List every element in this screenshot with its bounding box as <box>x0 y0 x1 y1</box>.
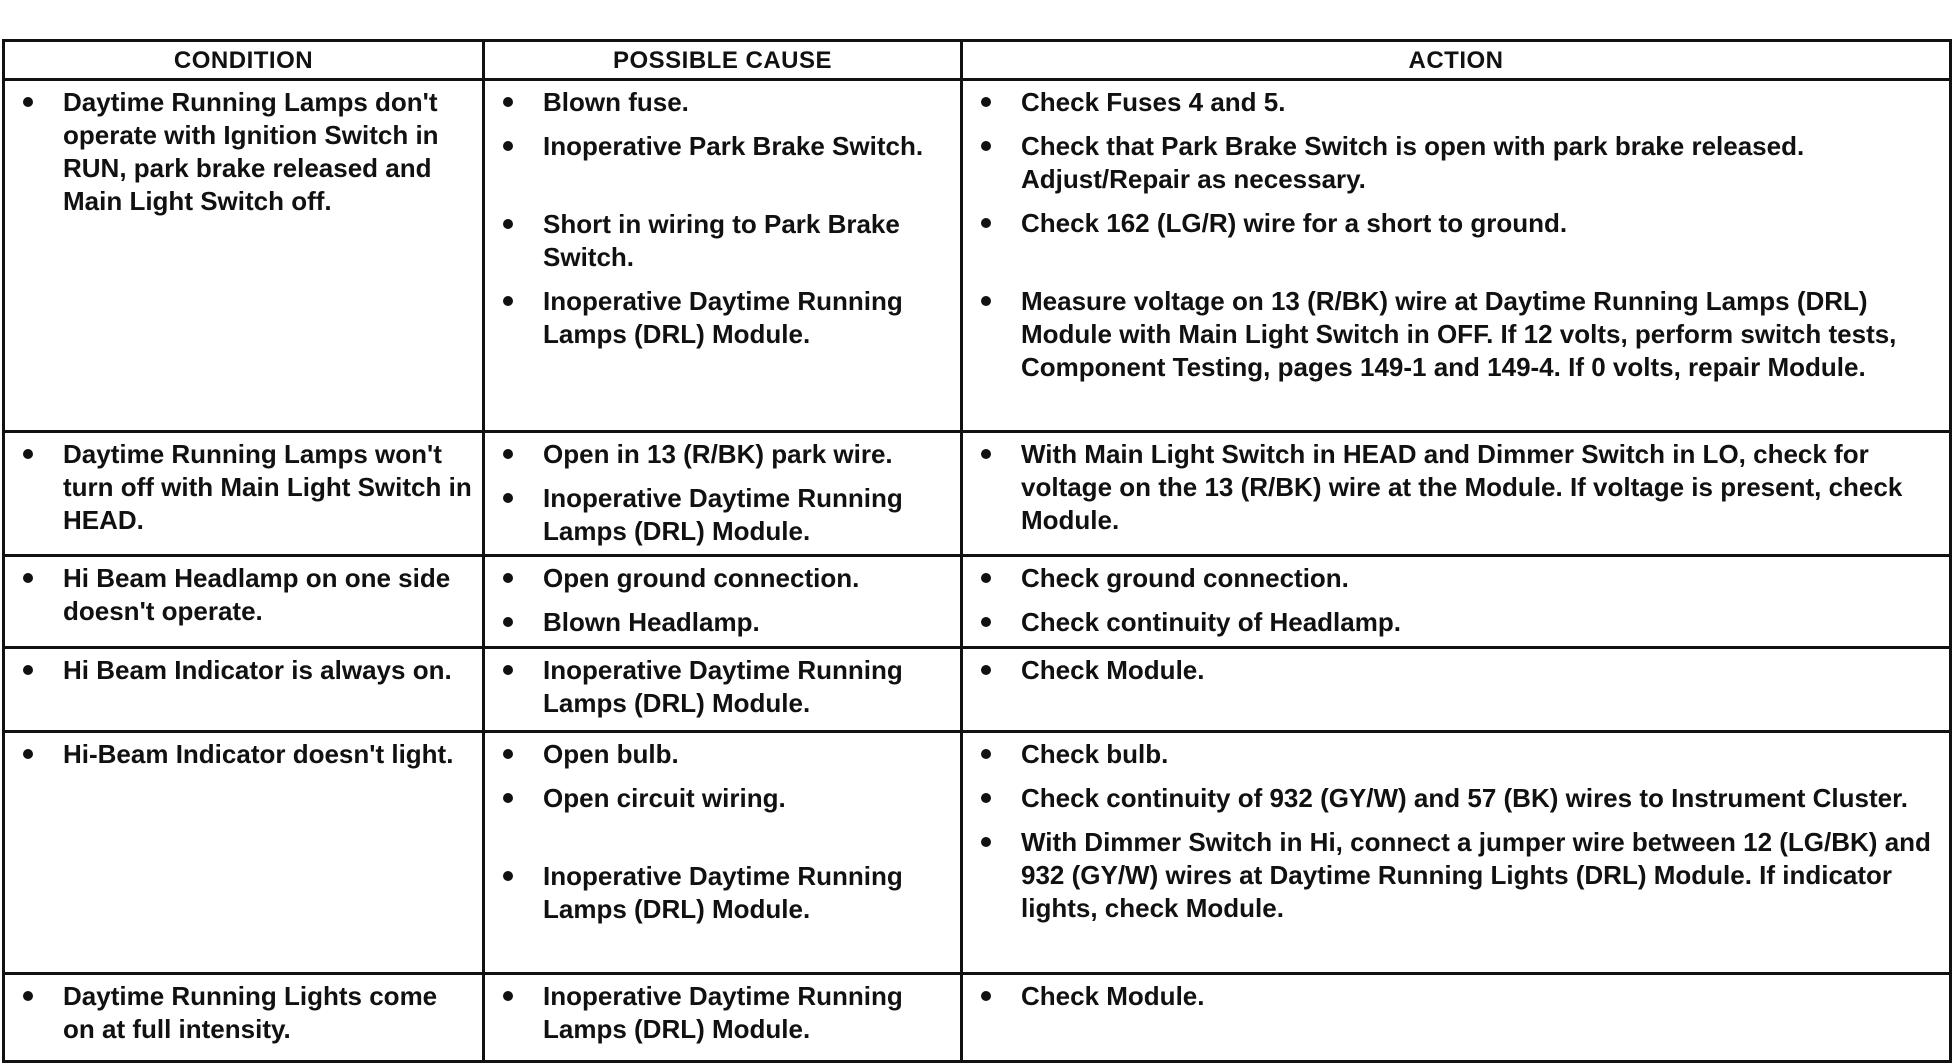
action-item: Check that Park Brake Switch is open with park brake released. Adjust/Repair as necessary. <box>975 130 1941 196</box>
condition-cell <box>4 432 484 556</box>
bullet-icon <box>503 749 513 759</box>
bullet-icon <box>503 219 513 229</box>
condition-item: Hi Beam Indicator is always on. <box>17 654 474 687</box>
bullet-icon <box>23 97 33 107</box>
bullet-icon <box>981 141 991 151</box>
cause-cell <box>484 648 962 732</box>
bullet-icon <box>981 97 991 107</box>
cause-cell <box>484 80 962 432</box>
cause-item: Inoperative Daytime Running Lamps (DRL) Module. <box>497 285 952 351</box>
action-cell <box>962 974 1951 1062</box>
action-item: Check Fuses 4 and 5. <box>975 86 1941 119</box>
table-row <box>4 432 1951 556</box>
bullet-icon <box>981 793 991 803</box>
action-item: Check bulb. <box>975 738 1941 771</box>
bullet-icon <box>981 573 991 583</box>
action-item: Check 162 (LG/R) wire for a short to ground. <box>975 207 1941 240</box>
action-item: Measure voltage on 13 (R/BK) wire at Daytime Running Lamps (DRL) Module with Main Light Switch in OFF. If 12 volts, perform switch tests, Component Testing, pages 149-1 and 149-4. If 0 volts, repair Module. <box>975 285 1941 384</box>
cause-item: Inoperative Daytime Running Lamps (DRL) Module. <box>497 860 952 926</box>
bullet-icon <box>503 97 513 107</box>
action-header: ACTION <box>962 41 1951 80</box>
cause-item: Blown Headlamp. <box>497 606 952 639</box>
cause-item: Inoperative Daytime Running Lamps (DRL) Module. <box>497 482 952 548</box>
bullet-icon <box>981 837 991 847</box>
action-item: Check Module. <box>975 654 1941 687</box>
bullet-icon <box>503 665 513 675</box>
action-item: Check Module. <box>975 980 1941 1013</box>
cause-item: Open bulb. <box>497 738 952 771</box>
action-item: Check continuity of Headlamp. <box>975 606 1941 639</box>
table-row <box>4 732 1951 974</box>
bullet-icon <box>981 218 991 228</box>
cause-item: Inoperative Daytime Running Lamps (DRL) Module. <box>497 654 952 720</box>
table-row <box>4 974 1951 1062</box>
cause-item: Inoperative Daytime Running Lamps (DRL) Module. <box>497 980 952 1046</box>
cause-item: Open ground connection. <box>497 562 952 595</box>
cause-item: Inoperative Park Brake Switch. <box>497 130 952 163</box>
table-row <box>4 80 1951 432</box>
table-header-row <box>4 41 1951 80</box>
cause-item: Open in 13 (R/BK) park wire. <box>497 438 952 471</box>
condition-cell <box>4 648 484 732</box>
cause-item: Blown fuse. <box>497 86 952 119</box>
cause-header: POSSIBLE CAUSE <box>484 41 962 80</box>
condition-cell <box>4 974 484 1062</box>
action-cell <box>962 432 1951 556</box>
condition-header: CONDITION <box>4 41 484 80</box>
action-cell <box>962 648 1951 732</box>
action-cell <box>962 80 1951 432</box>
diagnosis-table <box>2 39 1952 1063</box>
action-cell <box>962 556 1951 648</box>
action-cell <box>962 732 1951 974</box>
table-row <box>4 648 1951 732</box>
condition-item: Hi Beam Headlamp on one side doesn't operate. <box>17 562 474 628</box>
bullet-icon <box>981 617 991 627</box>
bullet-icon <box>503 793 513 803</box>
bullet-icon <box>503 573 513 583</box>
bullet-icon <box>23 991 33 1001</box>
cause-item: Short in wiring to Park Brake Switch. <box>497 208 952 274</box>
bullet-icon <box>981 296 991 306</box>
table-row <box>4 556 1951 648</box>
condition-item: Daytime Running Lights come on at full intensity. <box>17 980 474 1046</box>
condition-item: Daytime Running Lamps don't operate with Ignition Switch in RUN, park brake released and Main Light Switch off. <box>17 86 474 218</box>
condition-cell <box>4 80 484 432</box>
cause-cell <box>484 732 962 974</box>
bullet-icon <box>503 141 513 151</box>
bullet-icon <box>503 617 513 627</box>
action-item: Check continuity of 932 (GY/W) and 57 (BK) wires to Instrument Cluster. <box>975 782 1941 815</box>
condition-item: Hi-Beam Indicator doesn't light. <box>17 738 474 771</box>
bullet-icon <box>981 449 991 459</box>
bullet-icon <box>981 991 991 1001</box>
cause-cell <box>484 974 962 1062</box>
bullet-icon <box>23 449 33 459</box>
condition-cell <box>4 732 484 974</box>
bullet-icon <box>23 665 33 675</box>
bullet-icon <box>503 449 513 459</box>
bullet-icon <box>981 749 991 759</box>
action-item: With Dimmer Switch in Hi, connect a jumper wire between 12 (LG/BK) and 932 (GY/W) wires at Daytime Running Lights (DRL) Module. If indicator lights, check Module. <box>975 826 1941 925</box>
bullet-icon <box>23 573 33 583</box>
bullet-icon <box>503 991 513 1001</box>
action-item: Check ground connection. <box>975 562 1941 595</box>
bullet-icon <box>23 749 33 759</box>
action-item: With Main Light Switch in HEAD and Dimmer Switch in LO, check for voltage on the 13 (R/BK) wire at the Module. If voltage is present, check Module. <box>975 438 1941 537</box>
cause-cell <box>484 556 962 648</box>
bullet-icon <box>503 871 513 881</box>
condition-item: Daytime Running Lamps won't turn off with Main Light Switch in HEAD. <box>17 438 474 537</box>
bullet-icon <box>503 493 513 503</box>
bullet-icon <box>503 296 513 306</box>
bullet-icon <box>981 665 991 675</box>
cause-cell <box>484 432 962 556</box>
condition-cell <box>4 556 484 648</box>
cause-item: Open circuit wiring. <box>497 782 952 815</box>
